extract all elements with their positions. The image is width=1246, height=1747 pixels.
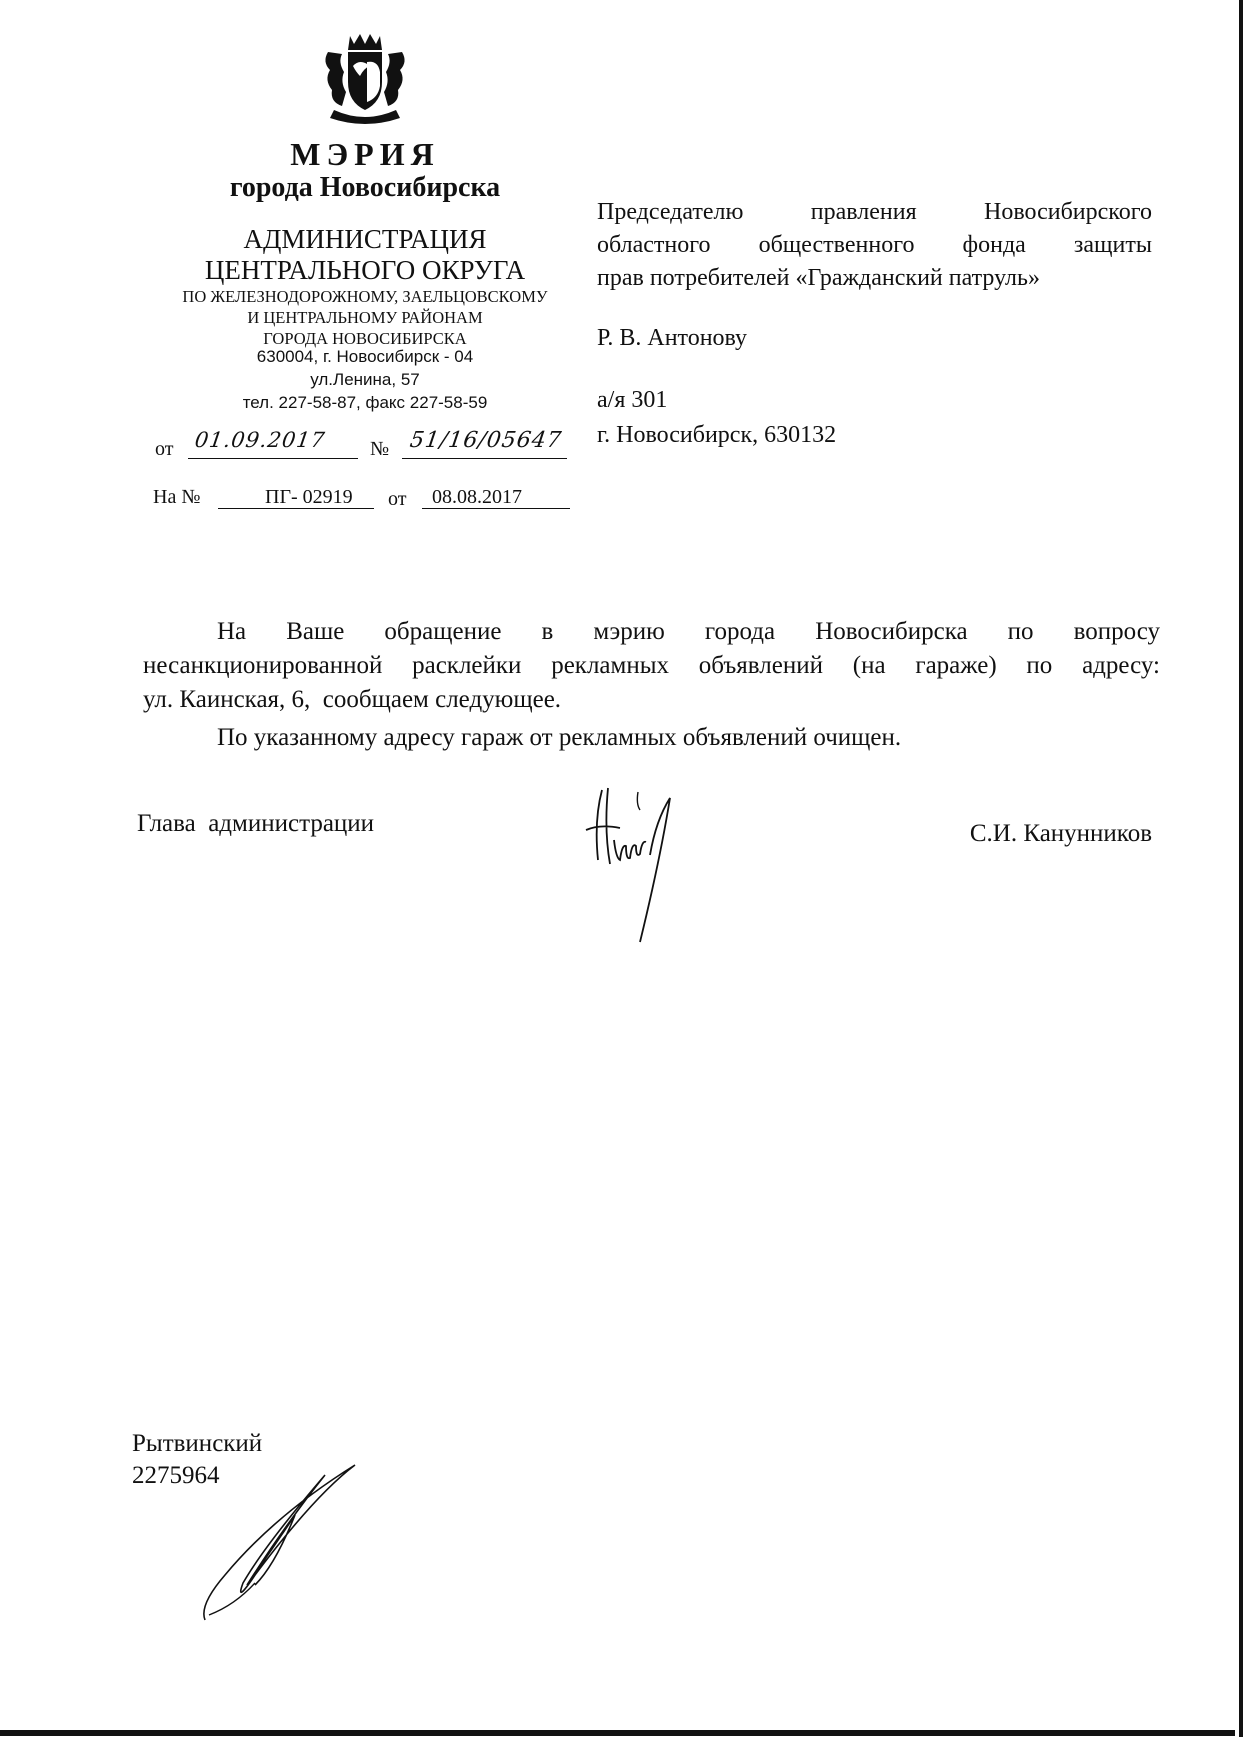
letterhead-administration: АДМИНИСТРАЦИЯ <box>243 224 487 254</box>
letterhead-address: 630004, г. Новосибирск - 04 <box>256 347 474 366</box>
body-paragraph: По указанному адресу гараж от рекламных объявлений очищен. <box>217 724 902 751</box>
letterhead-street: ул.Ленина, 57 <box>310 370 420 389</box>
outgoing-date-handwritten: 01.09.2017 <box>193 428 327 452</box>
executor-signature <box>195 1455 365 1625</box>
letterhead-districts-line2: И ЦЕНТРАЛЬНОМУ РАЙОНАМ <box>247 308 483 327</box>
executor-name: Рытвинский <box>132 1430 263 1457</box>
head-signature <box>580 780 720 950</box>
letter-body <box>143 615 1160 755</box>
outgoing-number-underline <box>402 458 567 459</box>
recipient-line: областного общественного фонда защиты <box>597 232 1152 258</box>
letterhead-title: МЭРИЯ <box>290 136 440 172</box>
body-line: На Ваше обращение в мэрию города Новосибирска по вопросу <box>217 618 1160 645</box>
scan-border-right <box>1239 0 1243 1737</box>
letterhead-phones: тел. 227-58-87, факс 227-58-59 <box>242 393 488 412</box>
recipient-city: г. Новосибирск, 630132 <box>597 422 837 448</box>
recipient-po-box: а/я 301 <box>597 387 668 413</box>
signatory-position: Глава администрации <box>137 810 375 837</box>
body-line: ул. Каинская, 6, сообщаем следующее. <box>143 686 562 713</box>
letterhead-districts-line1: ПО ЖЕЛЕЗНОДОРОЖНОМУ, ЗАЕЛЬЦОВСКОМУ <box>182 287 548 306</box>
recipient-name: Р. В. Антонову <box>597 325 748 351</box>
outgoing-number-label: № <box>370 438 390 460</box>
incoming-number: ПГ- 02919 <box>265 486 353 508</box>
letterhead-city: города Новосибирска <box>229 172 501 203</box>
outgoing-date-underline <box>188 458 358 459</box>
incoming-number-label: На № <box>153 486 201 508</box>
incoming-date-label: от <box>388 488 407 510</box>
recipient-line: Председателю правления Новосибирского <box>597 199 1152 225</box>
signatory-name: С.И. Канунников <box>969 820 1152 847</box>
recipient-line: прав потребителей «Гражданский патруль» <box>597 265 1040 291</box>
letterhead-district: ЦЕНТРАЛЬНОГО ОКРУГА <box>204 255 526 285</box>
city-coat-of-arms-emblem <box>320 32 410 126</box>
incoming-date: 08.08.2017 <box>432 486 522 508</box>
letterhead-districts-line3: ГОРОДА НОВОСИБИРСКА <box>263 329 467 348</box>
body-line: несанкционированной расклейки рекламных объявлений (на гараже) по адресу: <box>143 652 1160 679</box>
scan-border-bottom <box>0 1730 1235 1736</box>
outgoing-date-label: от <box>155 438 174 460</box>
outgoing-number-handwritten: 51/16/05647 <box>408 428 564 453</box>
executor-phone: 2275964 <box>132 1462 220 1489</box>
recipient-block <box>597 196 1152 295</box>
